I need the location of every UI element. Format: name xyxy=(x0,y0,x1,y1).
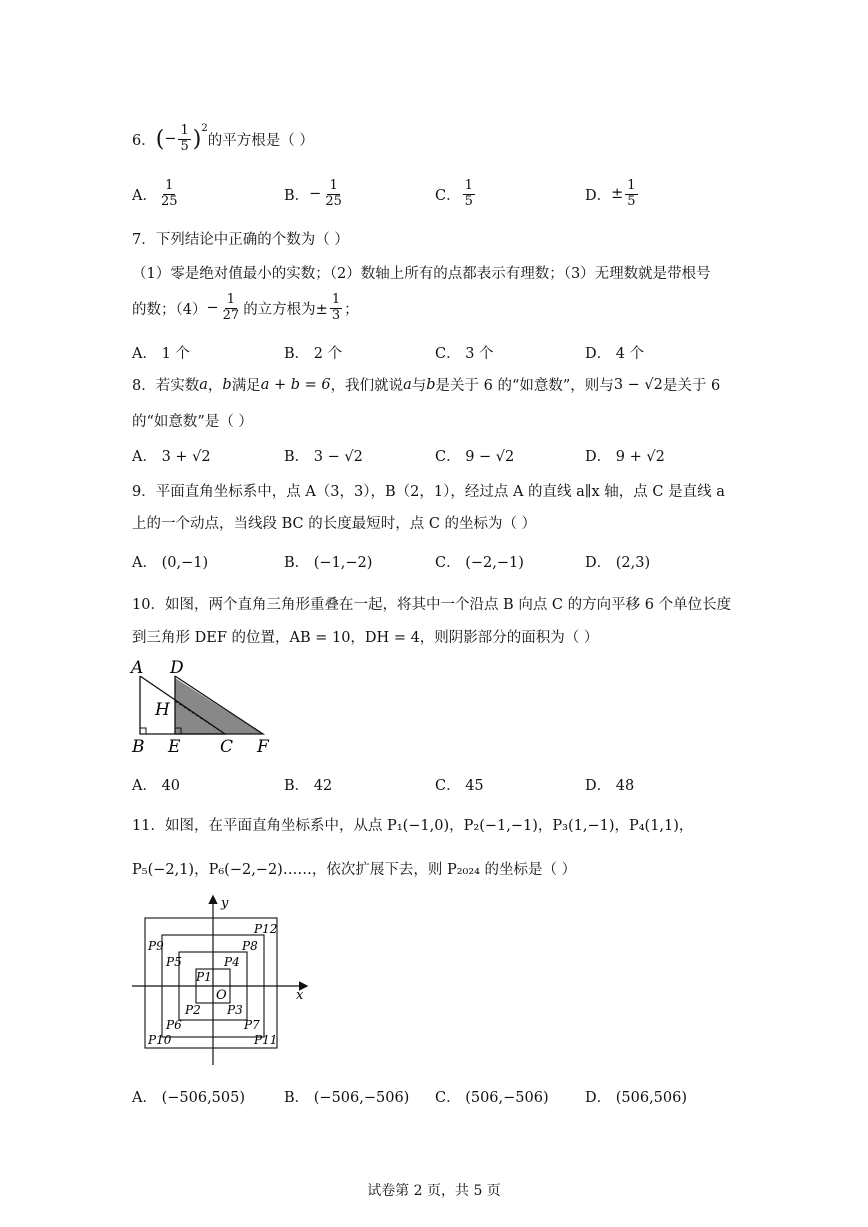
q6-option-c[interactable]: C． $\frac{1}{5}$ xyxy=(435,178,473,209)
label-p7: P7 xyxy=(244,1018,260,1032)
q9-line2: 上的一个动点，当线段 BC 的长度最短时，点 C 的坐标为（ ） xyxy=(132,516,537,532)
label-b: B xyxy=(132,737,145,755)
label-p4: P4 xyxy=(224,955,240,969)
label-p5: P5 xyxy=(166,955,182,969)
q6-sign: − xyxy=(164,131,177,148)
q10-triangle-figure xyxy=(128,655,278,755)
q9-option-b[interactable]: B． (−1,−2) xyxy=(284,555,373,571)
q9-option-a[interactable]: A． (0,−1) xyxy=(132,555,209,571)
q11-spiral-figure xyxy=(128,893,313,1068)
right-angle-b xyxy=(140,728,146,734)
label-y: y xyxy=(221,896,229,911)
q7-stem: 7．下列结论中正确的个数为（ ） xyxy=(132,232,349,248)
q6-stem: 6． ( − $\frac{1}{5}$ ) 2 的平方根是（ ） xyxy=(132,122,314,154)
q11-option-d[interactable]: D． (506,506) xyxy=(585,1090,688,1106)
page-footer: 试卷第 2 页，共 5 页 xyxy=(367,1183,501,1199)
q10-option-d[interactable]: D． 48 xyxy=(585,778,635,794)
q11-option-c[interactable]: C． (506,−506) xyxy=(435,1090,549,1106)
label-p10: P10 xyxy=(148,1033,172,1047)
q7-line2: 的数；（4） − $\frac{1}{27}$ 的立方根为± $\frac{1}{3}$ ； xyxy=(132,292,359,323)
label-a: A xyxy=(131,658,144,678)
q6-number: 6． xyxy=(132,132,156,149)
q7-option-d[interactable]: D． 4 个 xyxy=(585,346,645,362)
q11-line2: P₅(−2,1)，P₆(−2,−2)……，依次扩展下去，则 P₂₀₂₄ 的坐标是（ ） xyxy=(132,862,577,878)
label-p11: P11 xyxy=(254,1033,278,1047)
label-o: O xyxy=(216,988,227,1003)
q9-line1: 9．平面直角坐标系中，点 A（3，3），B（2，1），经过点 A 的直线 a∥x 轴，点 C 是直线 a xyxy=(132,484,725,500)
q10-line2: 到三角形 DEF 的位置，AB = 10，DH = 4，则阴影部分的面积为（ ） xyxy=(132,630,599,646)
q6-option-d[interactable]: D． ± $\frac{1}{5}$ xyxy=(585,178,636,209)
q7-option-a[interactable]: A． 1 个 xyxy=(132,346,190,362)
q9-option-c[interactable]: C． (−2,−1) xyxy=(435,555,524,571)
label-h: H xyxy=(155,700,170,720)
q7-line1: （1）零是绝对值最小的实数；（2）数轴上所有的点都表示有理数；（3）无理数就是带根号 xyxy=(132,266,711,282)
q10-option-a[interactable]: A． 40 xyxy=(132,778,181,794)
q11-line1: 11．如图，在平面直角坐标系中，从点 P₁(−1,0)，P₂(−1,−1)，P₃(1,−1)，P₄(1,1)， xyxy=(132,818,694,834)
q8-line1: 8．若实数 a ， b 满足 a + b = 6 ，我们就说 a 与 b 是关于 6 的“如意数”，则与 3 − √2 是关于 6 xyxy=(132,376,721,394)
label-x: x xyxy=(296,988,304,1003)
q11-option-a[interactable]: A． (−506,505) xyxy=(132,1090,246,1106)
label-c: C xyxy=(220,737,234,755)
label-f: F xyxy=(257,737,269,755)
q8-option-a[interactable]: A． 3 + √2 xyxy=(132,449,211,465)
q11-option-b[interactable]: B． (−506,−506) xyxy=(284,1090,410,1106)
q6-option-a[interactable]: A． $\frac{1}{25}$ xyxy=(132,178,178,209)
label-p12: P12 xyxy=(254,922,278,936)
q8-option-c[interactable]: C． 9 − √2 xyxy=(435,449,515,465)
label-p8: P8 xyxy=(242,939,258,953)
label-p9: P9 xyxy=(148,939,164,953)
q6-exponent: 2 xyxy=(201,122,208,134)
q10-line1: 10．如图，两个直角三角形重叠在一起，将其中一个沿点 B 向点 C 的方向平移 6 个单位长度 xyxy=(132,597,732,613)
q10-option-b[interactable]: B． 42 xyxy=(284,778,333,794)
q8-line2: 的“如意数”是（ ） xyxy=(132,414,253,430)
q6-stem-suffix: 的平方根是（ ） xyxy=(207,132,314,149)
label-p3: P3 xyxy=(227,1003,243,1017)
label-d: D xyxy=(170,658,184,678)
label-p6: P6 xyxy=(166,1018,182,1032)
q7-option-b[interactable]: B． 2 个 xyxy=(284,346,343,362)
q6-fraction: $\frac{1}{5}$ xyxy=(180,123,189,154)
q10-option-c[interactable]: C． 45 xyxy=(435,778,484,794)
q8-option-d[interactable]: D． 9 + √2 xyxy=(585,449,665,465)
label-p1: P1 xyxy=(196,970,212,984)
label-p2: P2 xyxy=(185,1003,201,1017)
q6-option-b[interactable]: B． − $\frac{1}{25}$ xyxy=(284,178,342,209)
q8-option-b[interactable]: B． 3 − √2 xyxy=(284,449,363,465)
label-e: E xyxy=(168,737,181,755)
q7-option-c[interactable]: C． 3 个 xyxy=(435,346,494,362)
q9-option-d[interactable]: D． (2,3) xyxy=(585,555,651,571)
